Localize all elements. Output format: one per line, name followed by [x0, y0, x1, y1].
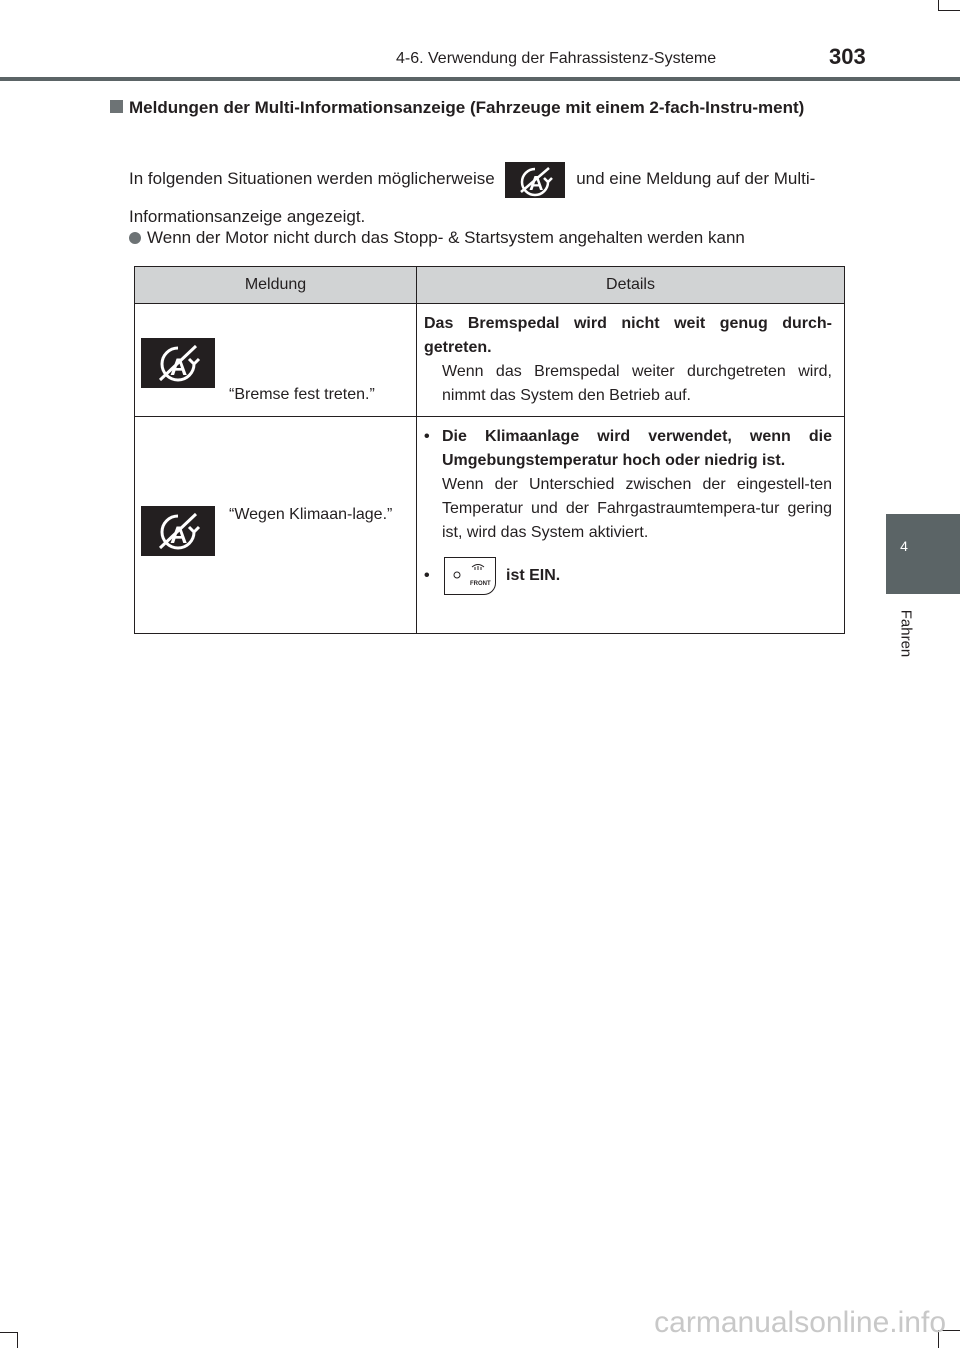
table-row [135, 417, 845, 634]
chapter-tab[interactable] [886, 514, 960, 594]
message-cell [135, 417, 417, 634]
section-heading-text: Meldungen der Multi-Informationsanzeige (Fahrzeuge mit einem 2-fach-Instru-ment) [129, 98, 805, 117]
svg-text:A: A [529, 172, 544, 195]
detail-bullet-2 [424, 557, 832, 595]
chapter-label-text: Fahren [897, 609, 915, 658]
condition-bullet [129, 228, 745, 248]
intro-paragraph [129, 160, 845, 236]
chapter-number: 4 [900, 538, 908, 554]
detail-text: Wenn der Unterschied zwischen der eingestell-ten Temperatur und der Fahrgastraumtempera-tur gering ist, wird das System aktiviert. [442, 476, 832, 541]
page-number: 303 [829, 44, 866, 69]
square-bullet-icon [110, 100, 123, 113]
intro-after: und eine Meldung auf der Multi-Informationsanzeige angezeigt. [129, 169, 816, 226]
detail-bullet-1 [424, 425, 832, 545]
table-header-details: Details [417, 267, 845, 304]
details-cell [417, 304, 845, 417]
detail-condition: Das Bremspedal wird nicht weit genug durch-getreten. [424, 315, 832, 356]
details-cell [417, 417, 845, 634]
condition-text: Wenn der Motor nicht durch das Stopp- & Startsystem angehalten werden kann [147, 228, 745, 247]
message-cell [135, 304, 417, 417]
header-rule [0, 77, 960, 81]
chapter-label [896, 605, 916, 665]
message-text: “Wegen Klimaan-lage.” [229, 506, 393, 523]
bullet-marker: • [424, 428, 430, 445]
stop-start-off-icon [505, 162, 565, 198]
message-table [134, 266, 845, 634]
stop-start-off-icon [141, 506, 215, 556]
front-defroster-button-icon [444, 557, 496, 595]
crop-mark [17, 1332, 18, 1348]
message-text: “Bremse fest treten.” [229, 386, 375, 403]
detail-text: Wenn das Bremspedal weiter durchgetreten wird, nimmt das System den Betrieb auf. [442, 363, 832, 404]
intro-before: In folgenden Situationen werden möglicherweise [129, 169, 495, 188]
header-title: 4-6. Verwendung der Fahrassistenz-Systeme [396, 50, 717, 67]
front-button-label: FRONT [470, 581, 491, 587]
section-heading [110, 96, 845, 120]
table-header-row [135, 267, 845, 304]
crop-mark [938, 10, 960, 11]
table-header-message: Meldung [135, 267, 417, 304]
watermark: carmanualsonline.info [654, 1306, 946, 1339]
detail-condition: Die Klimaanlage wird verwendet, wenn die Umgebungstemperatur hoch oder niedrig ist. [442, 428, 832, 469]
stop-start-off-icon [141, 338, 215, 388]
crop-mark [0, 1332, 18, 1333]
bullet-marker: • [424, 567, 430, 584]
round-bullet-icon [129, 232, 141, 244]
svg-text:A: A [170, 354, 188, 381]
svg-text:A: A [170, 522, 188, 549]
detail-status: ist EIN. [506, 567, 561, 584]
crop-mark [938, 0, 939, 10]
table-row [135, 304, 845, 417]
